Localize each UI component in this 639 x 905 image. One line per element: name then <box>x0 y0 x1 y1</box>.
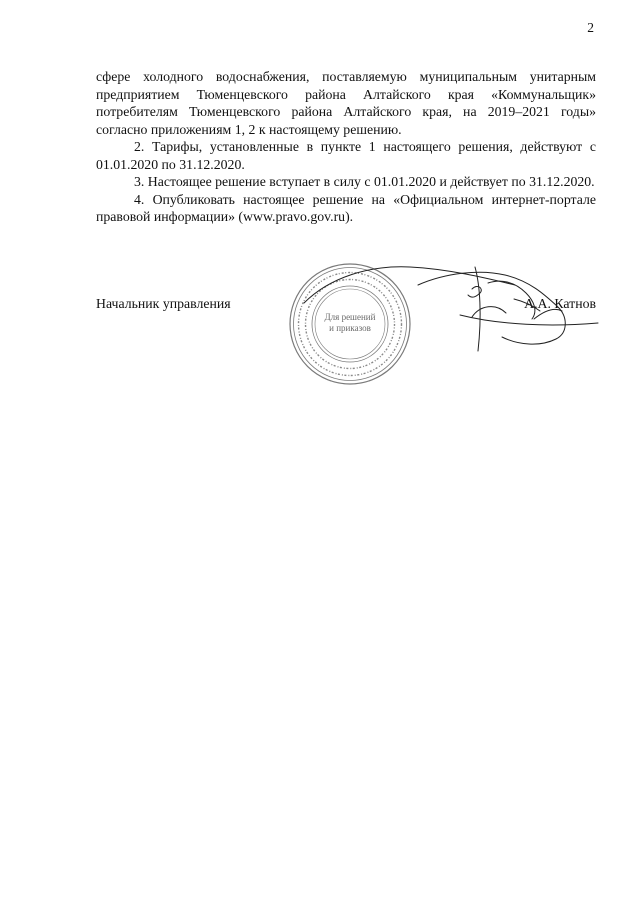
paragraph-2: 2. Тарифы, установленные в пункте 1 настоящего решения, действуют с 01.01.2020 по 31.12.2020. <box>96 139 596 172</box>
paragraph-4: 4. Опубликовать настоящее решение на «Официальном интернет-портале правовой информации» (www.pravo.gov.ru). <box>96 191 596 224</box>
paragraph-1: сфере холодного водоснабжения, поставляемую муниципальным унитарным предприятием Тюменцевского района Алтайского края «Коммунальщик» потребителям Тюменцевского района Алтайского края, на 2019–2021 годы» согласно приложениям 1, 2 к настоящему решению. <box>96 69 596 137</box>
signer-name: А.А. Катнов <box>524 296 596 311</box>
paragraph-3: 3. Настоящее решение вступает в силу с 01.01.2020 и действует по 31.12.2020. <box>134 174 595 189</box>
signer-position: Начальник управления <box>96 296 231 311</box>
stamp-inner-line-2: и приказов <box>329 323 371 333</box>
stamp-inner-line-1: Для решений <box>324 312 376 322</box>
page-number: 2 <box>587 20 594 35</box>
document-body <box>96 68 596 226</box>
handwritten-signature-image <box>300 255 600 360</box>
